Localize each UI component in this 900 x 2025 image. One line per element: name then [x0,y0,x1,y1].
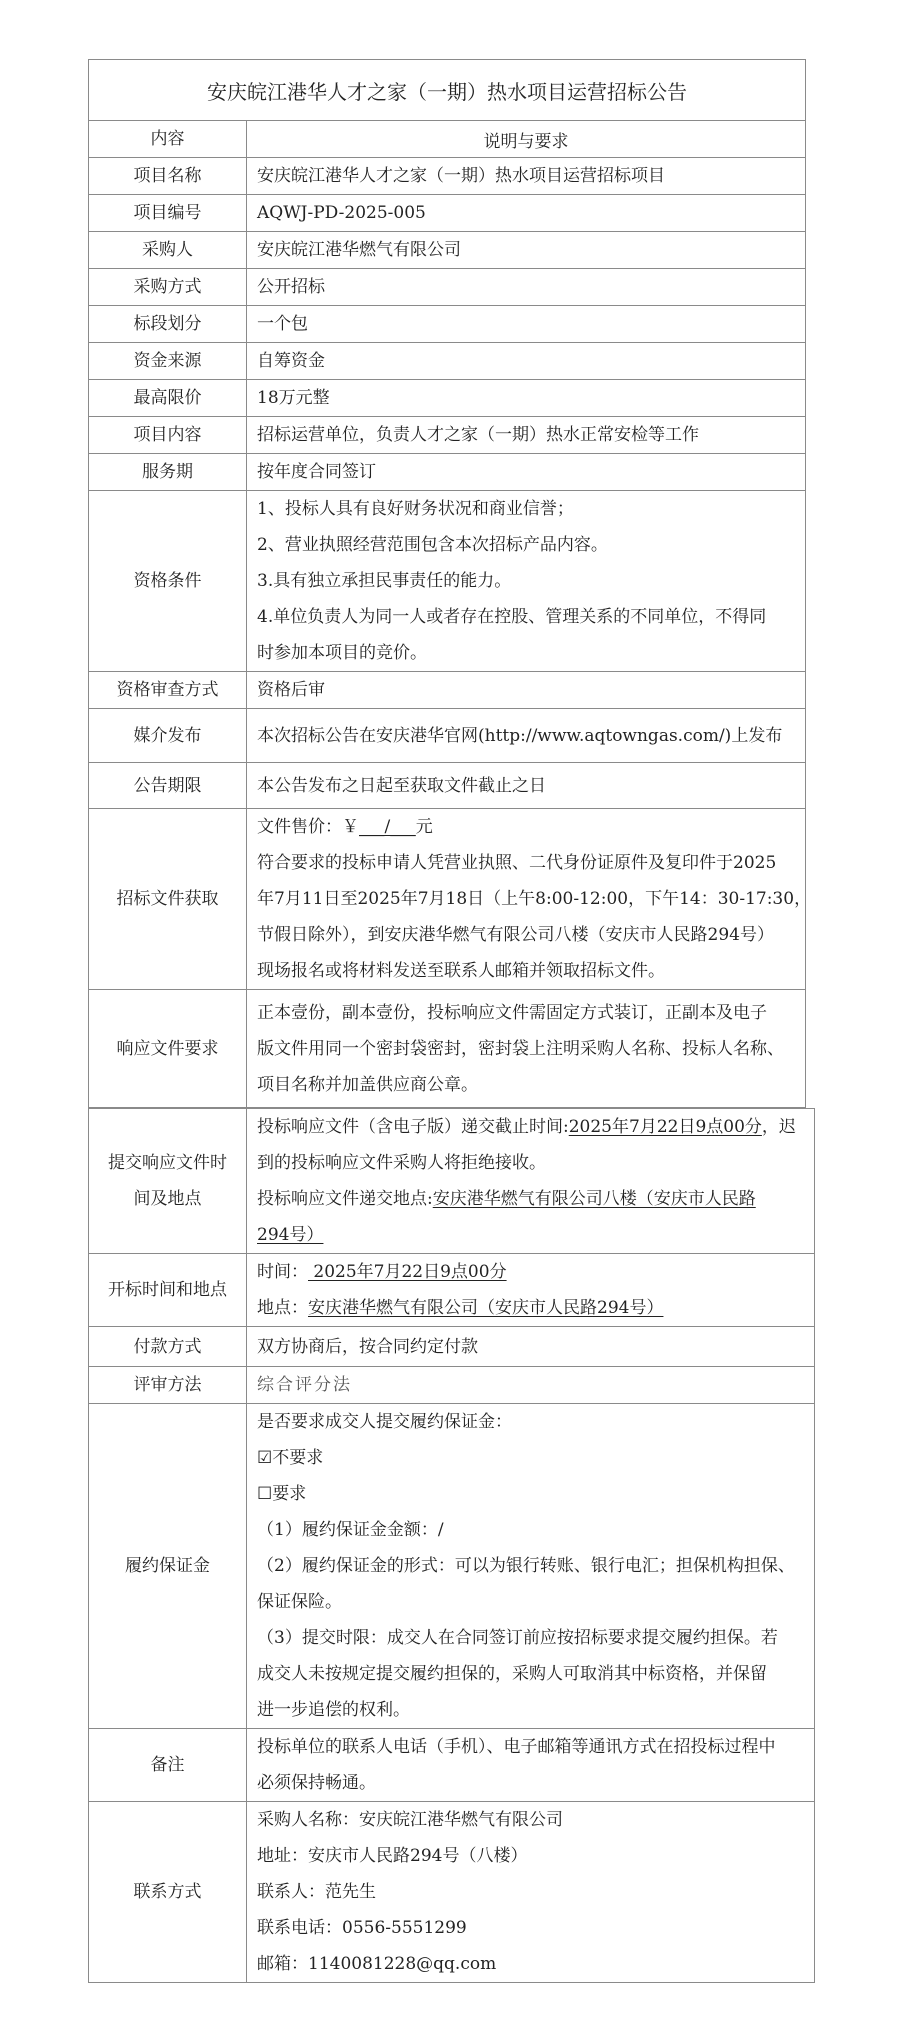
row-value [247,1254,815,1327]
text: （2）履约保证金的形式：可以为银行转账、银行电汇；担保机构担保、 [257,1556,795,1576]
row-value [247,672,806,709]
value-line [257,1290,814,1326]
row-label: 项目编号 [89,195,247,232]
table-row [89,343,806,380]
text: 安庆皖江港华人才之家（一期）热水项目运营招标项目 [257,166,665,186]
row-label: 评审方法 [89,1367,247,1404]
text: 时间： [257,1262,308,1282]
row-value [247,158,806,195]
text: 一个包 [257,314,308,334]
value-line [257,635,805,671]
text: 节假日除外），到安庆港华燃气有限公司八楼（安庆市人民路294号） [257,925,774,945]
table-row [89,454,806,491]
text: 资格后审 [257,680,325,700]
text: 本公告发布之日起至获取文件截止之日 [257,775,546,796]
row-value [247,1109,815,1254]
value-line [257,1874,814,1910]
text: 3.具有独立承担民事责任的能力。 [257,571,512,591]
table-row [89,380,806,417]
text: 4.单位负责人为同一人或者存在控股、管理关系的不同单位，不得同 [257,607,767,627]
table-row [89,763,806,809]
text: 自筹资金 [257,351,325,371]
value-line [257,417,805,453]
text: AQWJ-PD-2025-005 [257,203,426,223]
row-value [247,763,806,809]
text: 文件售价：￥ [257,817,359,837]
row-value [247,269,806,306]
row-label: 履约保证金 [89,1404,247,1729]
value-line [257,158,805,194]
value-line [257,1109,814,1145]
text: 邮箱：1140081228@qq.com [257,1954,497,1974]
value-line [257,1404,814,1440]
underlined-text: ___/___ [359,817,416,837]
value-line [257,1838,814,1874]
value-line [257,1145,814,1181]
text: 投标响应文件（含电子版）递交截止时间: [257,1117,569,1137]
table-row [89,158,806,195]
row-value [247,1404,815,1729]
value-line [257,1254,814,1290]
value-line [257,563,805,599]
row-value [247,380,806,417]
table-row [89,417,806,454]
underlined-text: 2025年7月22日9点00分 [568,1117,762,1137]
text: （1）履约保证金金额：/ [257,1520,444,1540]
value-line [257,1329,814,1365]
row-label: 公告期限 [89,763,247,809]
text: 地点： [257,1298,308,1318]
table-row [89,232,806,269]
value-line [257,380,805,416]
text: 18万元整 [257,388,330,408]
text: 地址：安庆市人民路294号（八楼） [257,1846,528,1866]
text: ☑不要求 [257,1448,324,1468]
row-label-line: 间及地点 [133,1189,202,1209]
value-line [257,343,805,379]
text: 投标单位的联系人电话（手机）、电子邮箱等通讯方式在招投标过程中 [257,1737,776,1757]
text: 本次招标公告在安庆港华官网(http://www.aqtowngas.com/)上发布 [257,725,783,746]
row-value [247,1367,815,1404]
row-label: 联系方式 [89,1802,247,1983]
value-line [257,1584,814,1620]
text: 保证保险。 [257,1592,342,1612]
row-value [247,1802,815,1983]
value-line [257,809,805,845]
table-row [89,1404,815,1729]
text: 安庆皖江港华燃气有限公司 [257,240,461,260]
text: 时参加本项目的竞价。 [257,643,427,663]
value-line [257,1181,814,1217]
value-line [257,718,805,754]
value-line [257,491,805,527]
value-line [257,995,805,1031]
text: 2、营业执照经营范围包含本次招标产品内容。 [257,535,608,555]
value-line [257,881,812,917]
value-line [257,917,805,953]
row-value [247,1327,815,1367]
text: 成交人未按规定提交履约担保的，采购人可取消其中标资格，并保留 [257,1664,767,1684]
value-line [257,1367,814,1403]
underlined-text: 安庆港华燃气有限公司（安庆市人民路294号） [308,1298,664,1318]
value-line [257,1802,814,1838]
value-line [257,1512,814,1548]
table-row [89,1367,815,1404]
text: 必须保持畅通。 [257,1773,376,1793]
text: 按年度合同签订 [257,462,376,482]
value-line [257,672,805,708]
row-label: 标段划分 [89,306,247,343]
value-line [257,1692,814,1728]
value-line [257,1548,814,1584]
text: ☐要求 [257,1484,307,1504]
table-row [89,672,806,709]
row-value [247,343,806,380]
text: 联系人：范先生 [257,1882,376,1902]
value-line [257,1910,814,1946]
value-line [257,306,805,342]
value-line [257,768,805,804]
row-label: 资金来源 [89,343,247,380]
text: 联系电话：0556-5551299 [257,1918,467,1938]
row-value [247,232,806,269]
row-value [247,1729,815,1802]
value-line [257,1765,814,1801]
text: 双方协商后，按合同约定付款 [257,1336,478,1357]
value-line [257,1067,805,1103]
row-label: 招标文件获取 [89,809,247,990]
table-row [89,491,806,672]
row-label: 采购人 [89,232,247,269]
value-line [257,845,805,881]
row-value [247,809,812,990]
value-line [257,1946,814,1982]
value-line [257,599,805,635]
table-row [89,1802,815,1983]
value-line [257,1620,814,1656]
row-value [247,454,806,491]
row-label [89,1109,247,1254]
value-line [257,1476,814,1512]
text: （3）提交时限：成交人在合同签订前应按招标要求提交履约担保。若 [257,1628,778,1648]
row-value [247,306,806,343]
text: 公开招标 [257,277,325,297]
row-label: 媒介发布 [89,709,247,763]
text: 版文件用同一个密封袋密封，密封袋上注明采购人名称、投标人名称、 [257,1038,784,1059]
table-row [89,306,806,343]
table-row [89,1254,815,1327]
value-line [257,269,805,305]
value-line [257,454,805,490]
text: 采购人名称：安庆皖江港华燃气有限公司 [257,1810,563,1830]
value-line [257,232,805,268]
row-label: 项目名称 [89,158,247,195]
text: 到的投标响应文件采购人将拒绝接收。 [257,1153,546,1173]
text: 现场报名或将材料发送至联系人邮箱并领取招标文件。 [257,961,665,981]
value-line [257,1656,814,1692]
value-line [257,1729,814,1765]
header-description: 说明与要求 [247,121,806,158]
text: 正本壹份，副本壹份，投标响应文件需固定方式装订，正副本及电子 [257,1002,767,1023]
value-line [257,1217,814,1253]
text: 是否要求成交人提交履约保证金： [257,1412,512,1432]
text: 1、投标人具有良好财务状况和商业信誉； [257,499,574,519]
text: 符合要求的投标申请人凭营业执照、二代身份证原件及复印件于2025 [257,853,777,873]
row-label: 最高限价 [89,380,247,417]
row-value [247,709,806,763]
table-row [89,709,806,763]
value-line [257,1440,814,1476]
row-label-line: 提交响应文件时 [108,1153,227,1173]
table-row [89,195,806,232]
text: 招标运营单位，负责人才之家（一期）热水正常安检等工作 [257,425,699,445]
text: 投标响应文件递交地点: [257,1189,433,1209]
value-line [257,953,805,989]
underlined-text: 2025年7月22日9点00分 [308,1262,507,1282]
row-value [247,990,806,1108]
text: 元 [415,817,433,837]
text: ，迟 [761,1117,796,1137]
row-label: 项目内容 [89,417,247,454]
text: 进一步追偿的权利。 [257,1700,410,1720]
text: 年7月11日至2025年7月18日（上午8:00-12:00，下午14：30-17:30， [257,889,812,909]
value-line [257,527,805,563]
row-label: 备注 [89,1729,247,1802]
row-label: 采购方式 [89,269,247,306]
row-value [247,195,806,232]
table-row [89,269,806,306]
row-label: 服务期 [89,454,247,491]
row-value [247,491,806,672]
table-row [89,990,806,1108]
value-line [257,1031,805,1067]
header-content: 内容 [89,121,247,158]
underlined-text: 294号） [257,1225,324,1245]
row-label: 资格审查方式 [89,672,247,709]
table-row [89,809,806,990]
document-title: 安庆皖江港华人才之家（一期）热水项目运营招标公告 [89,60,806,121]
table-row [89,1109,815,1254]
row-label: 开标时间和地点 [89,1254,247,1327]
text: 项目名称并加盖供应商公章。 [257,1074,478,1095]
row-label: 付款方式 [89,1327,247,1367]
row-label: 资格条件 [89,491,247,672]
row-label: 响应文件要求 [89,990,247,1108]
underlined-text: 安庆港华燃气有限公司八楼（安庆市人民路 [432,1189,756,1209]
tender-table-continued [88,1108,815,1983]
table-row [89,1327,815,1367]
text: 综合评分法 [257,1375,352,1395]
table-row [89,1729,815,1802]
row-value [247,417,806,454]
tender-table-main [88,59,812,1108]
value-line [257,195,805,231]
